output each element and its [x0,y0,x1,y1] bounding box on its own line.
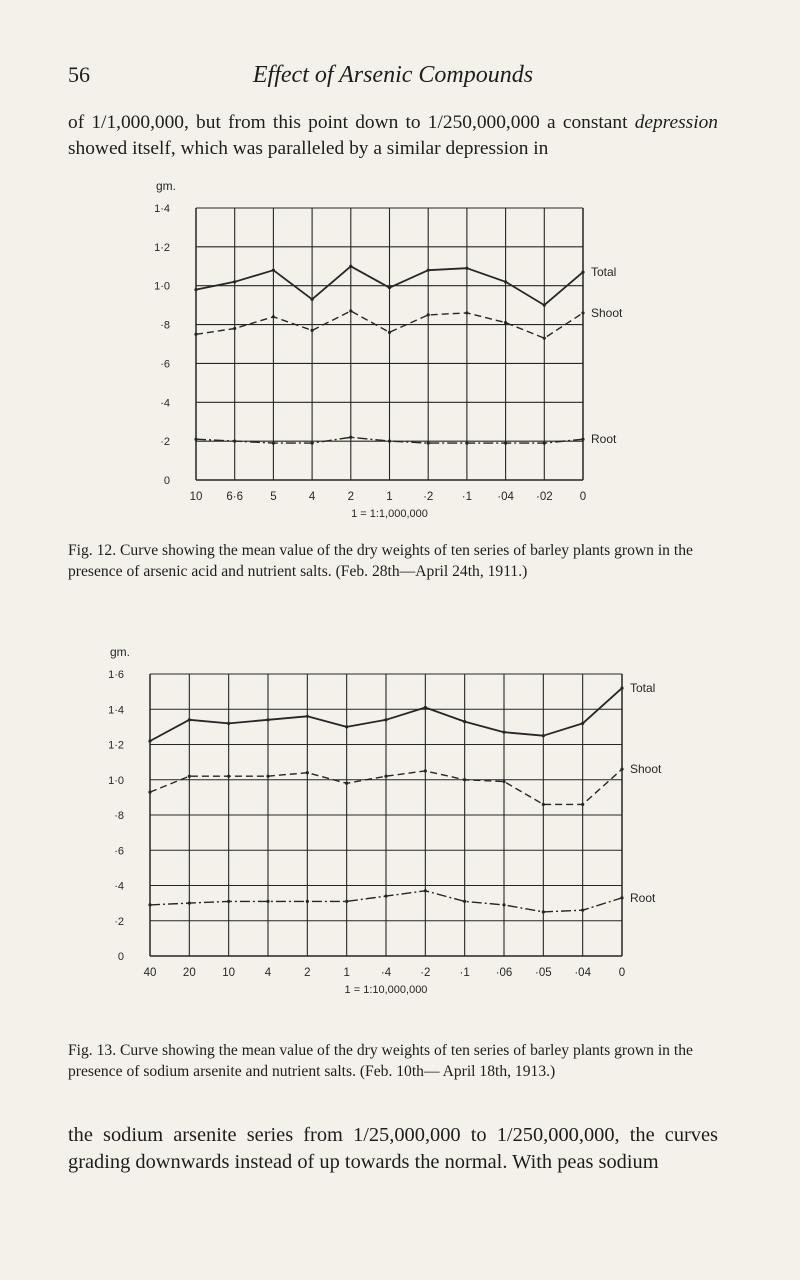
figure-12-caption-text: Curve showing the mean value of the dry weights of ten series of barley plants grown in the presence of arsenic acid and nutrient salts. (Feb. 28th—April 24th, 1911.) [68,542,693,580]
figure-12-x-note: 1 = 1:1,000,000 [351,508,428,520]
figure-13-series-shoot-point [384,775,387,778]
figure-13-series-root-point [384,894,387,897]
figure-12-x-tick-label: 6·6 [226,491,244,503]
figure-13-y-tick-label: 1·2 [108,739,124,752]
figure-12-y-axis-label: gm. [156,179,177,193]
figure-12-x-tick-label: 2 [347,491,355,503]
figure-13-x-tick-label: ·4 [380,967,392,979]
figure-12-y-tick-label: ·2 [160,436,170,449]
figure-13-series-total-point [148,739,151,742]
figure-13-series-root-point [345,900,348,903]
figure-13-x-tick-label: ·04 [574,967,591,979]
figure-13-y-tick-label: ·4 [114,880,124,893]
figure-13-series-total-point [620,687,623,690]
figure-13-series-total-point [581,722,584,725]
figure-13-y-axis-label: gm. [110,645,131,659]
figure-12-caption-lead: Fig. 12. [68,542,117,559]
figure-13-series-root-point [502,903,505,906]
figure-12-y-tick-label: 1·4 [154,203,170,215]
figure-13-series-root-point [148,903,151,906]
figure-13-series-total-point [227,722,230,725]
figure-13-series-total-point [188,718,191,721]
figure-13-series-shoot-point [188,775,191,778]
body-paragraph-bottom: the sodium arsenite series from 1/25,000,000 to 1/250,000,000, the curves grading downwards instead of up towards the normal. With peas sodium [68,1124,718,1173]
figure-13-series-root-point [188,902,191,905]
figure-13-y-tick-label: ·8 [114,810,124,822]
figure-12-y-tick-label: 1·2 [154,241,170,254]
figure-13-x-tick-label: 2 [304,967,311,979]
figure-13-series-root-point [266,900,269,903]
figure-13-series-shoot-point [463,778,466,781]
running-title: Effect of Arsenic Compounds [252,62,534,88]
figure-13-y-tick-label: ·2 [114,915,124,928]
figure-13-series-root-point [581,909,584,912]
figure-12-x-tick-label: 4 [308,491,316,503]
figure-13-series-total-point [345,725,348,728]
figure-13-y-tick-label: 0 [117,951,124,963]
figure-13-series-root-point [227,900,230,903]
figure-13-series-shoot-point [306,771,309,774]
figure-13-series-total-point [542,734,545,737]
figure-13-x-tick-label: 0 [618,967,626,979]
figure-12-y-tick-label: ·4 [160,397,170,410]
figure-12-x-tick-label: 0 [579,491,587,503]
figure-13-series-root-point [542,910,545,913]
figure-12-y-tick-label: 1·0 [154,280,170,293]
figure-13-x-note: 1 = 1:10,000,000 [344,984,428,996]
figure-13-series-shoot-point [502,780,505,783]
figure-13-caption-text: Curve showing the mean value of the dry weights of ten series of barley plants grown in the presence of sodium arsenite and nutrient salts. (Feb. 10th— April 18th, 1913.) [68,1042,693,1080]
figure-12-x-tick-label: 5 [270,491,277,503]
figure-12-x-tick-label: 10 [189,491,203,503]
figure-12-y-tick-label: ·6 [160,358,170,371]
figure-13-x-tick-label: 20 [182,967,196,979]
figure-13-series-root-point [620,896,623,899]
figure-13-y-tick-label: 1·4 [108,704,124,717]
figure-12-x-tick-label: ·1 [461,491,473,503]
figure-13-series-shoot-point [581,803,584,806]
figure-13-x-tick-label: 40 [143,967,157,979]
figure-13-x-tick-label: 4 [264,967,272,979]
figure-13-series-total-point [463,720,466,723]
figure-13-series-total-point [266,718,269,721]
figure-13-y-tick-label: 1·6 [108,669,124,681]
figure-13-x-tick-label: ·06 [495,967,513,979]
figure-12-series-shoot-label: Shoot [591,305,623,320]
paragraph-top-suffix: showed itself, which was paralleled by a similar depression in [68,138,549,159]
figure-12-series-root-label: Root [591,432,617,447]
figure-12-x-tick-label: ·04 [497,491,514,503]
figure-13-x-tick-label: 10 [222,967,236,979]
page-number: 56 [68,62,90,87]
figure-13-series-shoot-point [424,769,427,772]
figure-12-x-tick-label: 1 [386,491,393,503]
figure-13-series-shoot-point [148,790,151,793]
figure-13-series-shoot-point [345,782,348,785]
figure-13-series-root-label: Root [630,890,656,905]
figure-13-series-total-point [424,706,427,709]
figure-13-series-total-label: Total [630,681,656,696]
figure-13-caption [68,1040,718,1082]
paragraph-top-prefix: of 1/1,000,000, but from this point down to 1/250,000,000 a constant [68,112,635,133]
figure-12-y-tick-label: ·8 [160,319,170,332]
figure-13-x-tick-label: 1 [343,967,350,979]
figure-13-x-tick-label: ·2 [420,967,431,979]
figure-13-series-shoot-point [227,775,230,778]
figure-12-y-tick-label: 0 [163,475,170,487]
figure-13-series-total-point [306,715,309,718]
figure-13-series-root-point [306,900,309,903]
figure-12-x-tick-label: ·2 [423,491,434,503]
figure-13-x-tick-label: ·05 [535,967,552,979]
figure-13-y-tick-label: 1·0 [108,774,124,787]
figure-13-series-total-point [384,718,387,721]
figure-13-series-root-point [424,889,427,892]
figure-13-series-shoot-label: Shoot [630,762,662,777]
figure-13-series-root-point [463,900,466,903]
figure-13-y-tick-label: ·6 [114,845,124,858]
figure-12-series-total-label: Total [591,265,617,280]
figure-13-series-shoot-point [620,768,623,771]
figure-13-series-total-point [502,731,505,734]
paragraph-top-emphasis: depression [634,112,718,133]
figure-12-x-tick-label: ·02 [535,491,553,503]
figure-13-series-shoot-point [542,803,545,806]
figure-13-x-tick-label: ·1 [459,967,470,979]
figure-13-caption-lead: Fig. 13. [68,1042,117,1059]
figure-13-series-shoot-point [266,775,269,778]
